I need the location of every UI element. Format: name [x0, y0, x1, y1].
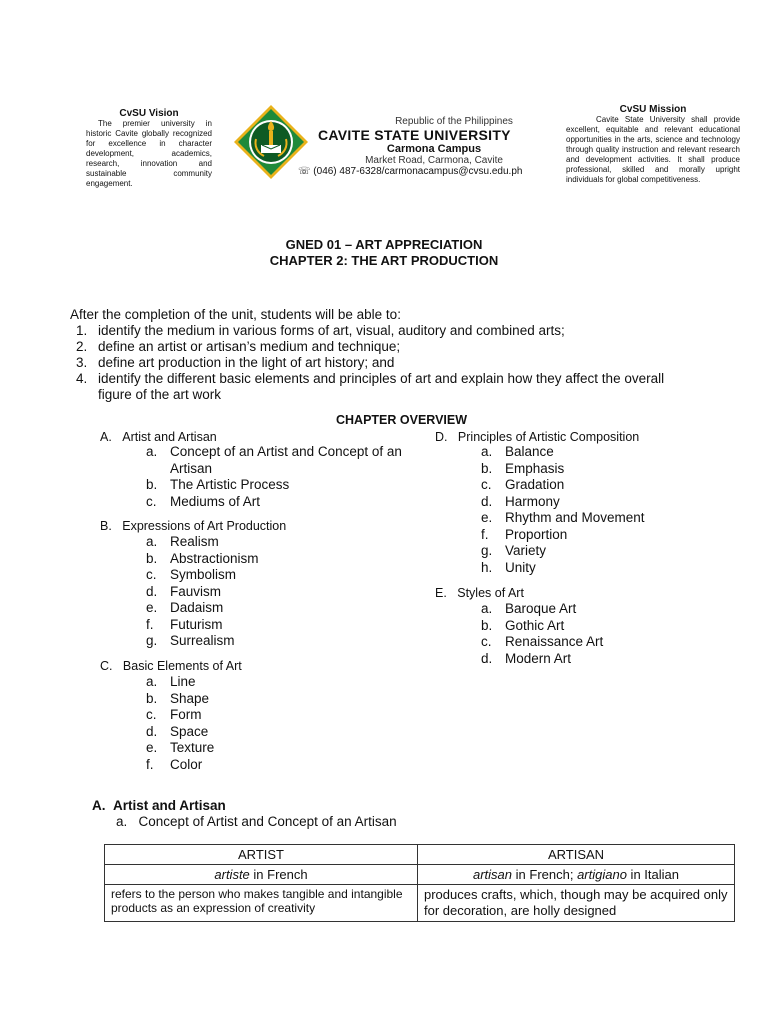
list-item: h. Unity: [481, 559, 536, 575]
overview-section-a: A. Artist and Artisan: [100, 430, 217, 444]
objectives-list: [70, 323, 700, 403]
table-header-artist: ARTIST: [105, 845, 418, 865]
list-item: f. Color: [146, 756, 203, 772]
objective-item: 1. identify the medium in various forms of art, visual, auditory and combined arts;: [76, 323, 565, 338]
overview-section-a-items: [146, 444, 404, 510]
list-item: b. Gothic Art: [481, 617, 565, 633]
university-header: [318, 116, 550, 166]
campus-name: Carmona Campus: [386, 143, 482, 155]
table-cell: artisan in French; artigiano in Italian: [418, 865, 735, 885]
section-heading: A. Artist and Artisan: [92, 798, 226, 813]
table-header-artisan: ARTISAN: [418, 845, 735, 865]
list-item: c. Symbolism: [146, 567, 237, 582]
list-item: c. Mediums of Art: [146, 493, 261, 509]
list-item: b. Abstractionism: [146, 550, 259, 566]
list-item: a. Baroque Art: [481, 601, 577, 616]
objective-item: 2. define an artist or artisan’s medium and technique;: [76, 339, 401, 354]
list-item: f. Futurism: [146, 616, 223, 632]
vision-block: [86, 108, 212, 189]
subsection-heading: a. Concept of Artist and Concept of an Artisan: [116, 814, 397, 829]
list-item: d. Space: [146, 723, 209, 739]
course-title: GNED 01 – ART APPRECIATION: [285, 237, 483, 252]
list-item: b. The Artistic Process: [146, 477, 290, 492]
list-item: e. Dadaism: [146, 600, 224, 615]
objective-item: 4. identify the different basic elements and principles of art and explain how they affect the overall figure of the art work: [76, 371, 665, 402]
list-item: c. Gradation: [481, 477, 565, 492]
list-item: d. Fauvism: [146, 583, 222, 599]
overview-section-d: D. Principles of Artistic Composition: [435, 430, 640, 444]
list-item: b. Emphasis: [481, 460, 565, 476]
table-cell: refers to the person who makes tangible and intangible products as an expression of creativity: [105, 885, 418, 922]
vision-title: CvSU Vision: [119, 108, 179, 119]
artist-artisan-table: [104, 844, 735, 922]
list-item: c. Form: [146, 707, 202, 722]
table-row: [105, 865, 735, 885]
contact-line: [298, 166, 558, 177]
list-item: f. Proportion: [481, 526, 568, 542]
list-item: d. Harmony: [481, 493, 560, 509]
chapter-title: CHAPTER 2: THE ART PRODUCTION: [269, 253, 499, 268]
list-item: a. Line: [146, 674, 196, 689]
phone-icon: ☏: [298, 166, 311, 177]
overview-title: CHAPTER OVERVIEW: [336, 413, 468, 427]
list-item: c. Renaissance Art: [481, 634, 604, 649]
overview-section-c-items: [146, 674, 404, 773]
table-row: [105, 885, 735, 922]
overview-section-e-items: [481, 601, 721, 667]
list-item: d. Modern Art: [481, 650, 572, 666]
table-cell: artiste in French: [105, 865, 418, 885]
campus-address: Market Road, Carmona, Cavite: [365, 155, 503, 166]
mission-title: CvSU Mission: [619, 104, 687, 115]
mission-text: Cavite State University shall provide excellent, equitable and relevant educational opportunities in the arts, science and technology through quality instruction and relevant research and development activities. It shall produce professional, skilled and morally upright individuals for global competitiveness.: [566, 115, 740, 184]
table-cell: produces crafts, which, though may be acquired only for decoration, are holly designed: [418, 885, 735, 922]
overview-section-e: E. Styles of Art: [435, 586, 524, 600]
contact-text: (046) 487-6328/carmonacampus@cvsu.edu.ph: [313, 166, 523, 177]
intro-text: After the completion of the unit, students will be able to:: [70, 307, 401, 322]
overview-section-b-items: [146, 534, 404, 650]
mission-block: [566, 104, 740, 185]
list-item: g. Variety: [481, 543, 547, 558]
list-item: e. Rhythm and Movement: [481, 510, 645, 525]
objective-item: 3. define art production in the light of art history; and: [76, 355, 395, 370]
list-item: a. Concept of an Artist and Concept of an Artisan: [146, 444, 402, 476]
table-row: [105, 845, 735, 865]
list-item: g. Surrealism: [146, 633, 235, 648]
overview-section-b: B. Expressions of Art Production: [100, 519, 287, 533]
overview-section-c: C. Basic Elements of Art: [100, 659, 242, 673]
list-item: b. Shape: [146, 690, 210, 706]
university-name: CAVITE STATE UNIVERSITY: [318, 127, 511, 143]
list-item: a. Realism: [146, 534, 219, 549]
overview-section-d-items: [481, 444, 721, 576]
vision-text: The premier university in historic Cavite globally recognized for excellence in character development, academics, research, innovation and sustainable community engagement.: [86, 119, 212, 188]
list-item: a. Balance: [481, 444, 554, 459]
republic-text: Republic of the Philippines: [395, 116, 513, 127]
list-item: e. Texture: [146, 740, 215, 755]
